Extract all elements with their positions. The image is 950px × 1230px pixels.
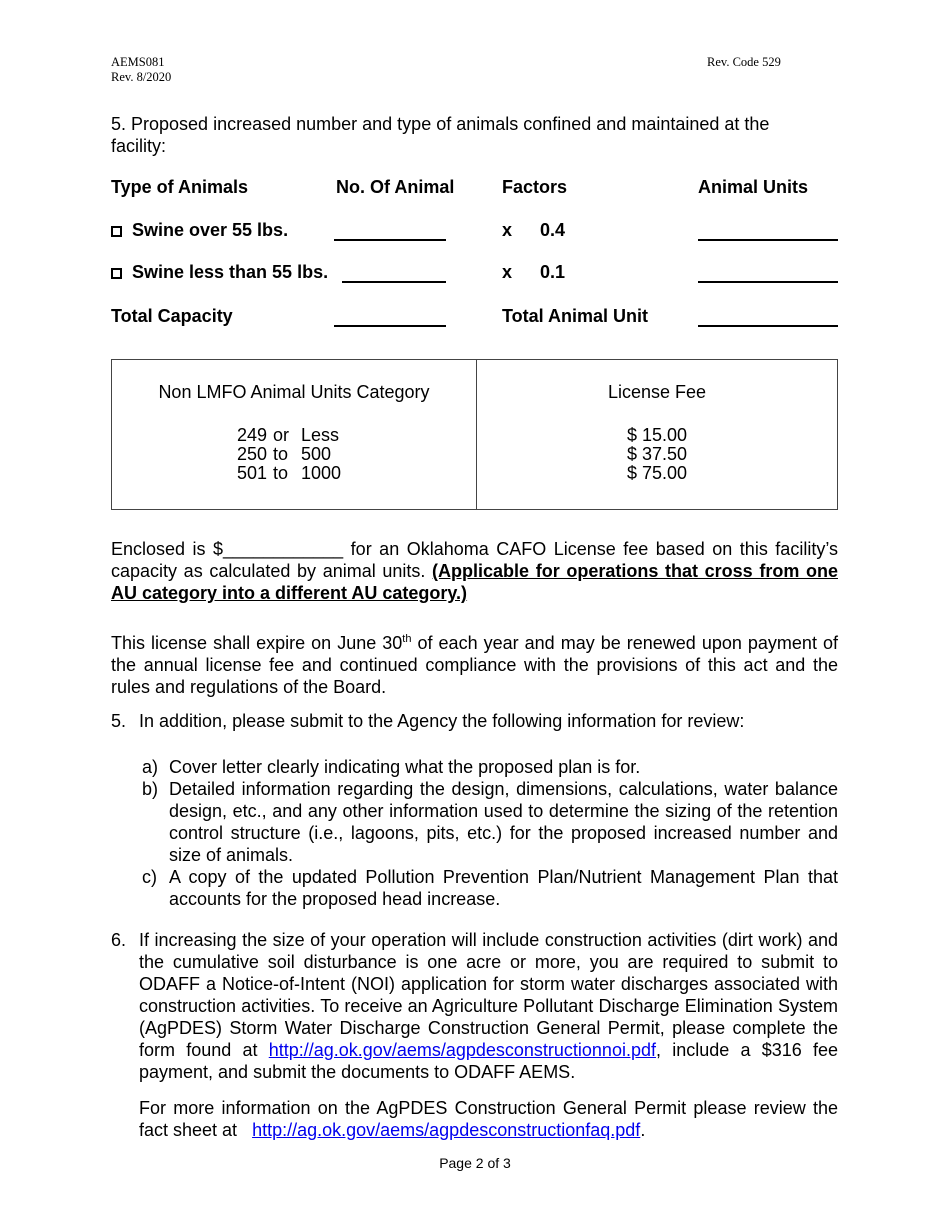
- fee-value: $ 37.50: [626, 444, 688, 464]
- enclosed-note: (Applicable for operations that cross from one AU category into a different AU category.): [111, 561, 838, 603]
- row-label: Swine less than 55 lbs.: [132, 262, 329, 282]
- item-number: 5.: [111, 711, 127, 731]
- license-fee-table: [111, 359, 838, 510]
- range-sep: to: [273, 463, 289, 483]
- col-type-of-animals: Type of Animals: [111, 177, 249, 197]
- range-sep: to: [273, 444, 289, 464]
- total-animal-unit-field[interactable]: [698, 307, 838, 327]
- no-of-animal-field[interactable]: [334, 221, 446, 241]
- total-animal-unit-label: Total Animal Unit: [502, 306, 648, 326]
- ordinal-suffix: th: [402, 633, 412, 645]
- factor-value: 0.1: [540, 262, 566, 282]
- category-header: Non LMFO Animal Units Category: [158, 382, 430, 402]
- animal-units-field[interactable]: [698, 221, 838, 241]
- enclosed-paragraph: [111, 538, 838, 604]
- row-swine-less-55: [111, 261, 328, 283]
- noi-form-link[interactable]: http://ag.ok.gov/aems/agpdesconstructionnoi.pdf: [268, 1040, 656, 1060]
- subitem-number: a): [142, 757, 159, 777]
- col-animal-units: Animal Units: [698, 177, 809, 197]
- license-text: of each year and may be renewed upon payment of the annual license fee and continued compliance with the provisions of this act and the rules and regulations of the Board.: [111, 633, 838, 697]
- range-sep: or: [273, 425, 290, 445]
- total-capacity-field[interactable]: [334, 307, 446, 327]
- more-info-end: .: [640, 1120, 646, 1140]
- range-from: 249: [237, 425, 268, 445]
- enclosed-prefix: Enclosed is $: [111, 539, 224, 559]
- faq-link[interactable]: http://ag.ok.gov/aems/agpdesconstructionfaq.pdf: [252, 1120, 641, 1140]
- form-id-header: [111, 55, 171, 85]
- subitem-number: c): [142, 867, 157, 887]
- range-from: 501: [237, 463, 268, 483]
- license-paragraph: [111, 632, 838, 698]
- checkbox[interactable]: [111, 226, 122, 237]
- page-number: Page 2 of 3: [439, 1155, 511, 1171]
- multiply-op: x: [502, 262, 513, 282]
- item6-text: If increasing the size of your operation will include construction activities (dirt work) and the cumulative soil disturbance is one acre or more, you are required to submit to ODAFF a Notice-of-Intent (NOI) application for storm water discharges associated with construction activities. To receive an Agriculture Pollutant Discharge Elimination System (AgPDES) Storm Water Discharge Construction General Permit, please complete the form found at: [139, 930, 838, 1060]
- fee-header: License Fee: [607, 382, 707, 402]
- category-ranges: [112, 426, 476, 483]
- fee-value: $ 75.00: [626, 463, 688, 483]
- row-label: Swine over 55 lbs.: [132, 220, 289, 240]
- subitem-text: Cover letter clearly indicating what the proposed plan is for.: [169, 757, 641, 777]
- range-to: Less: [301, 425, 340, 445]
- more-info: [139, 1097, 844, 1141]
- multiply-op: x: [502, 220, 513, 240]
- section5-intro: 5. Proposed increased number and type of animals confined and maintained at the facility:: [111, 114, 770, 156]
- fee-value: $ 15.00: [626, 425, 688, 445]
- total-capacity-label: Total Capacity: [111, 306, 233, 326]
- range-to: 500: [301, 444, 332, 464]
- item-5: [111, 710, 838, 910]
- license-text: This license shall expire on June 30: [111, 633, 403, 653]
- range-to: 1000: [301, 463, 342, 483]
- subitem-text: Detailed information regarding the design, dimensions, calculations, water balance design, etc., and any other information used to determine the sizing of the retention control structure (i.e., lagoons, pits, etc.) for the proposed increased number and size of animals.: [169, 779, 838, 865]
- checkbox[interactable]: [111, 268, 122, 279]
- subitem-text: A copy of the updated Pollution Prevention Plan/Nutrient Management Plan that accounts for the proposed head increase.: [169, 867, 838, 909]
- factor-value: 0.4: [540, 220, 566, 240]
- category-column: [112, 360, 477, 509]
- item-number: 6.: [111, 930, 127, 950]
- item-text: [139, 929, 838, 1083]
- col-factors: Factors: [502, 177, 568, 197]
- fee-column: [477, 360, 837, 509]
- fee-values: [477, 426, 837, 483]
- no-of-animal-field[interactable]: [342, 263, 446, 283]
- range-from: 250: [237, 444, 268, 464]
- more-info-text: For more information on the AgPDES Construction General Permit please review the fact sheet at: [139, 1098, 844, 1140]
- enclosed-amount-field[interactable]: ____________: [223, 539, 344, 559]
- col-no-of-animal: No. Of Animal: [336, 177, 455, 197]
- item-text: In addition, please submit to the Agency the following information for review:: [139, 711, 745, 731]
- enclosed-text: for an Oklahoma CAFO License fee based on this facility’s capacity as calculated by animal units.: [111, 539, 838, 581]
- item6-text-end: , include a $316 fee payment, and submit the documents to ODAFF AEMS.: [139, 1040, 838, 1082]
- rev-code: Rev. Code 529: [707, 55, 781, 69]
- form-id: AEMS081: [111, 55, 165, 69]
- animal-units-field[interactable]: [698, 263, 838, 283]
- row-swine-over-55: [111, 219, 288, 241]
- form-revision: Rev. 8/2020: [111, 70, 172, 84]
- subitem-number: b): [142, 779, 159, 799]
- item-6: [111, 929, 844, 1141]
